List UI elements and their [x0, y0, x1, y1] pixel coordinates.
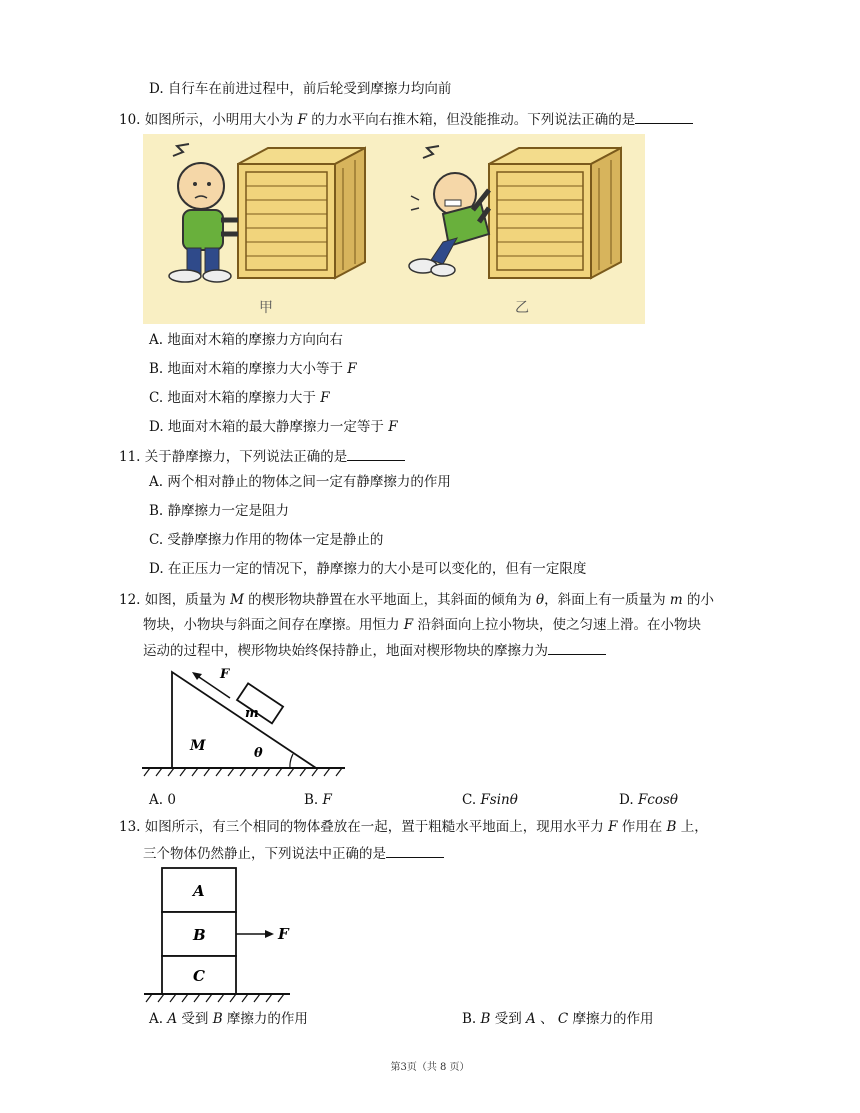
q12-var-M: M — [230, 592, 244, 608]
label-theta: θ — [254, 746, 263, 761]
q13-text: B. — [462, 1011, 481, 1027]
q13-var-B: B — [666, 819, 677, 835]
q12-option-c — [462, 790, 518, 810]
label-F: F — [278, 925, 289, 943]
q12-option-b-var: F — [322, 792, 332, 808]
q13-var: B — [480, 1011, 491, 1027]
q10-option-c — [149, 388, 330, 408]
q12-option-c-var: Fsinθ — [480, 792, 518, 808]
answer-blank — [548, 640, 606, 655]
q13-figure — [140, 864, 310, 1006]
q12-text: 的小 — [682, 592, 715, 608]
q13-text: 受到 — [177, 1011, 213, 1027]
q11-option-a: A. 两个相对静止的物体之间一定有静摩擦力的作用 — [149, 474, 451, 490]
q10-option-b-text: B. 地面对木箱的摩擦力大小等于 — [149, 361, 348, 377]
q13-var: C — [557, 1011, 569, 1027]
label-jia: 甲 — [259, 300, 273, 316]
q11-option-c: C. 受静摩擦力作用的物体一定是静止的 — [149, 532, 384, 548]
q10-var-f: F — [297, 112, 307, 128]
q13-var-F: F — [608, 819, 618, 835]
q12-option-d — [619, 790, 678, 810]
q11-option-d: D. 在正压力一定的情况下，静摩擦力的大小是可以变化的，但有一定限度 — [149, 561, 587, 577]
q12-var-m: m — [669, 592, 683, 608]
q12-text: 运动的过程中，楔形物块始终保持静止，地面对楔形物块的摩擦力为 — [143, 643, 548, 659]
label-M: M — [190, 738, 206, 754]
q12-line-1 — [119, 590, 714, 610]
answer-blank — [347, 446, 405, 461]
boy-right — [409, 146, 489, 276]
q13-line-2 — [143, 843, 444, 864]
q13-var: B — [212, 1011, 223, 1027]
q12-line-2 — [143, 615, 701, 635]
q12-option-a — [149, 790, 176, 810]
q10-option-d-var: F — [388, 419, 398, 435]
q10-option-c-text: C. 地面对木箱的摩擦力大于 — [149, 390, 321, 406]
q12-option-b — [304, 790, 332, 810]
q13-text: 上， — [676, 819, 708, 835]
q10-option-d — [149, 417, 398, 437]
q12-var-F: F — [403, 617, 414, 633]
crate-left — [238, 148, 365, 278]
label-F: F — [220, 667, 230, 682]
q10-figure — [143, 134, 645, 324]
boy-left — [169, 144, 238, 282]
q12-option-b-text: B. — [304, 792, 323, 808]
label-c: C — [193, 967, 205, 985]
q10-option-b-var: F — [347, 361, 357, 377]
answer-blank — [635, 109, 693, 124]
q13-text: 摩擦力的作用 — [222, 1011, 308, 1027]
q13-text: 受到 — [490, 1011, 527, 1027]
q11-option-b: B. 静摩擦力一定是阻力 — [149, 503, 290, 519]
q12-text: 物块，小物块与斜面之间存在摩擦。用恒力 — [143, 617, 404, 633]
q13-text: 三个物体仍然静止，下列说法中正确的是 — [143, 846, 386, 862]
q13-text: 、 — [535, 1011, 558, 1027]
q12-text: 的楔形物块静置在水平地面上，其斜面的倾角为 — [243, 592, 536, 608]
crate-right — [489, 148, 621, 278]
q13-line-1 — [119, 817, 708, 837]
q10-stem-text-2: 的力水平向右推木箱，但没能推动。下列说法正确的是 — [311, 112, 636, 128]
q11-stem — [119, 446, 405, 467]
q13-var: A — [167, 1011, 178, 1027]
label-a: A — [193, 882, 205, 900]
q12-var-theta: θ — [535, 592, 545, 608]
q12-text: 沿斜面向上拉小物块，使之匀速上滑。在小物块 — [413, 617, 701, 633]
q10-option-b — [149, 359, 357, 379]
small-block — [237, 683, 283, 723]
q12-option-d-text: D. — [619, 792, 638, 808]
q10-stem — [119, 109, 693, 130]
q10-option-c-var: F — [320, 390, 330, 406]
page-footer: 第3页（共 8 页） — [390, 1062, 470, 1073]
q13-text: 作用在 — [617, 819, 667, 835]
q9-option-d: D. 自行车在前进过程中，前后轮受到摩擦力均向前 — [149, 81, 452, 97]
q12-figure — [140, 660, 355, 780]
q11-stem-text: 11. 关于静摩擦力，下列说法正确的是 — [119, 449, 348, 465]
q12-option-a-text: A. 0 — [149, 792, 176, 808]
q13-option-a — [149, 1009, 308, 1029]
q12-option-c-text: C. — [462, 792, 481, 808]
q13-text: 13. 如图所示，有三个相同的物体叠放在一起，置于粗糙水平地面上，现用水平力 — [119, 819, 609, 835]
answer-blank — [386, 843, 444, 858]
q10-option-a-text: A. 地面对木箱的摩擦力方向向右 — [149, 332, 343, 348]
label-b: B — [193, 926, 206, 944]
label-yi: 乙 — [515, 300, 529, 316]
q12-text: 12. 如图，质量为 — [119, 592, 231, 608]
q12-line-3 — [143, 640, 606, 661]
q13-text: A. — [149, 1011, 168, 1027]
q13-text: 摩擦力的作用 — [568, 1011, 654, 1027]
q12-text: ，斜面上有一质量为 — [544, 592, 670, 608]
q12-option-d-var: Fcosθ — [637, 792, 679, 808]
label-m: m — [245, 706, 259, 721]
q10-option-a — [149, 330, 343, 350]
q13-option-b — [462, 1009, 654, 1029]
q10-stem-text: 10. 如图所示，小明用大小为 — [119, 112, 294, 128]
q13-var: A — [526, 1011, 536, 1027]
q10-option-d-text: D. 地面对木箱的最大静摩擦力一定等于 — [149, 419, 389, 435]
